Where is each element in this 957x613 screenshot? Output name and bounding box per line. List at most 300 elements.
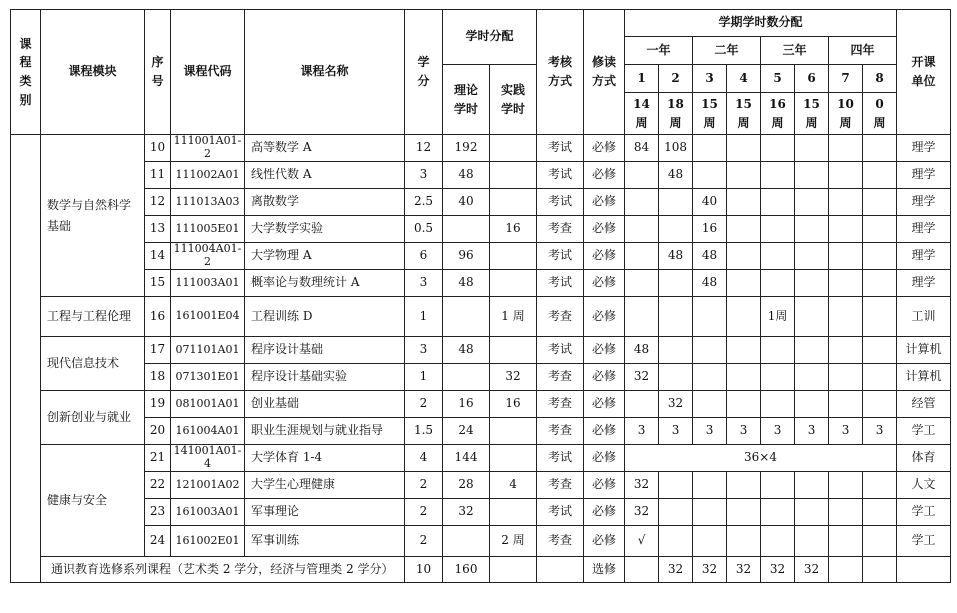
course-name-cell: 工程训练 D (245, 297, 405, 337)
dept-cell: 理学 (897, 135, 951, 162)
term-8-cell (863, 216, 897, 243)
term-3-cell: 32 (693, 557, 727, 583)
seq-cell: 18 (145, 364, 171, 391)
credit-cell: 1 (405, 297, 443, 337)
credit-cell: 12 (405, 135, 443, 162)
table-row (11, 135, 951, 162)
term-5-cell (761, 270, 795, 297)
course-name-cell: 离散数学 (245, 189, 405, 216)
practice-hours-cell (490, 189, 537, 216)
term-2-cell (659, 270, 693, 297)
elective-courses-name: 通识教育选修系列课程（艺术类 2 学分，经济与管理类 2 学分） (41, 557, 405, 583)
course-type-cell: 必修 (584, 216, 625, 243)
header-type: 修读 方式 (584, 10, 625, 135)
dept-cell: 计算机 (897, 364, 951, 391)
term-5-cell (761, 472, 795, 499)
table-row (11, 297, 951, 337)
term-2-cell (659, 364, 693, 391)
term-4-cell (727, 499, 761, 526)
theory-hours-cell: 28 (443, 472, 490, 499)
term-6-cell (795, 216, 829, 243)
practice-hours-cell: 1 周 (490, 297, 537, 337)
term-2-cell (659, 189, 693, 216)
course-name-cell: 高等数学 A (245, 135, 405, 162)
table-row-footer (11, 557, 951, 583)
header-year-4: 四年 (829, 37, 897, 65)
theory-hours-cell: 16 (443, 391, 490, 418)
code-cell: 111005E01 (171, 216, 245, 243)
header-week-2: 18 周 (659, 93, 693, 135)
curriculum-table (10, 9, 951, 583)
term-7-cell (829, 270, 863, 297)
term-3-cell: 48 (693, 243, 727, 270)
term-7-cell (829, 364, 863, 391)
seq-cell: 22 (145, 472, 171, 499)
credit-cell: 10 (405, 557, 443, 583)
module-health: 健康与安全 (41, 445, 145, 557)
term-4-cell: 3 (727, 418, 761, 445)
table-row (11, 189, 951, 216)
practice-hours-cell (490, 337, 537, 364)
term-8-cell (863, 270, 897, 297)
dept-cell: 体育 (897, 445, 951, 472)
term-5-cell: 32 (761, 557, 795, 583)
exam-method-cell: 考查 (537, 216, 584, 243)
code-cell: 071301E01 (171, 364, 245, 391)
exam-method-cell: 考查 (537, 391, 584, 418)
term-3-cell: 48 (693, 270, 727, 297)
exam-method-cell: 考查 (537, 472, 584, 499)
course-type-cell: 必修 (584, 445, 625, 472)
seq-cell: 14 (145, 243, 171, 270)
table-row (11, 472, 951, 499)
seq-cell: 10 (145, 135, 171, 162)
dept-cell: 学工 (897, 526, 951, 557)
term-8-cell (863, 135, 897, 162)
term-1-cell (625, 162, 659, 189)
term-3-cell (693, 337, 727, 364)
exam-method-cell: 考试 (537, 270, 584, 297)
term-6-cell (795, 135, 829, 162)
header-year-1: 一年 (625, 37, 693, 65)
theory-hours-cell: 96 (443, 243, 490, 270)
seq-cell: 24 (145, 526, 171, 557)
exam-method-cell (537, 557, 584, 583)
term-2-cell (659, 337, 693, 364)
theory-hours-cell (443, 364, 490, 391)
term-5-cell (761, 337, 795, 364)
practice-hours-cell (490, 270, 537, 297)
term-7-cell (829, 162, 863, 189)
practice-hours-cell: 2 周 (490, 526, 537, 557)
term-4-cell (727, 162, 761, 189)
theory-hours-cell (443, 297, 490, 337)
seq-cell: 11 (145, 162, 171, 189)
term-6-cell: 3 (795, 418, 829, 445)
seq-cell: 13 (145, 216, 171, 243)
course-name-cell: 职业生涯规划与就业指导 (245, 418, 405, 445)
course-name-cell: 大学体育 1-4 (245, 445, 405, 472)
header-term-3: 3 (693, 65, 727, 93)
code-cell: 141001A01-4 (171, 445, 245, 472)
theory-hours-cell: 48 (443, 337, 490, 364)
credit-cell: 2.5 (405, 189, 443, 216)
credit-cell: 2 (405, 526, 443, 557)
practice-hours-cell (490, 135, 537, 162)
term-4-cell (727, 189, 761, 216)
practice-hours-cell (490, 418, 537, 445)
code-cell: 071101A01 (171, 337, 245, 364)
term-8-cell (863, 526, 897, 557)
header-term-8: 8 (863, 65, 897, 93)
term-2-cell (659, 499, 693, 526)
table-row (11, 418, 951, 445)
header-year-3: 三年 (761, 37, 829, 65)
term-8-cell (863, 243, 897, 270)
course-type-cell: 选修 (584, 557, 625, 583)
term-3-cell: 40 (693, 189, 727, 216)
course-type-cell: 必修 (584, 364, 625, 391)
course-type-cell: 必修 (584, 189, 625, 216)
exam-method-cell: 考试 (537, 499, 584, 526)
header-code: 课程代码 (171, 10, 245, 135)
term-1-cell: 32 (625, 364, 659, 391)
header-week-1: 14 周 (625, 93, 659, 135)
term-2-cell: 32 (659, 557, 693, 583)
term-4-cell (727, 472, 761, 499)
seq-cell: 15 (145, 270, 171, 297)
seq-cell: 16 (145, 297, 171, 337)
term-3-cell (693, 391, 727, 418)
credit-cell: 2 (405, 499, 443, 526)
credit-cell: 4 (405, 445, 443, 472)
term-1-cell (625, 189, 659, 216)
term-4-cell (727, 364, 761, 391)
exam-method-cell: 考试 (537, 189, 584, 216)
header-week-3: 15 周 (693, 93, 727, 135)
term-5-cell (761, 391, 795, 418)
code-cell: 111013A03 (171, 189, 245, 216)
code-cell: 161003A01 (171, 499, 245, 526)
header-exam: 考核 方式 (537, 10, 584, 135)
course-name-cell: 军事训练 (245, 526, 405, 557)
theory-hours-cell: 160 (443, 557, 490, 583)
dept-cell: 理学 (897, 189, 951, 216)
header-week-8: 0 周 (863, 93, 897, 135)
course-name-cell: 程序设计基础 (245, 337, 405, 364)
code-cell: 111001A01-2 (171, 135, 245, 162)
term-4-cell: 32 (727, 557, 761, 583)
term-1-cell: 84 (625, 135, 659, 162)
table-row (11, 445, 951, 472)
dept-cell: 人文 (897, 472, 951, 499)
term-1-cell: √ (625, 526, 659, 557)
term-4-cell (727, 337, 761, 364)
term-3-cell (693, 297, 727, 337)
table-row (11, 243, 951, 270)
term-8-cell (863, 499, 897, 526)
term-2-cell (659, 216, 693, 243)
course-type-cell: 必修 (584, 337, 625, 364)
theory-hours-cell: 40 (443, 189, 490, 216)
header-dept: 开课 单位 (897, 10, 951, 135)
term-6-cell (795, 526, 829, 557)
term-6-cell (795, 472, 829, 499)
table-row (11, 364, 951, 391)
header-term-6: 6 (795, 65, 829, 93)
course-name-cell: 大学生心理健康 (245, 472, 405, 499)
credit-cell: 2 (405, 472, 443, 499)
term-6-cell (795, 270, 829, 297)
term-5-cell (761, 499, 795, 526)
term-7-cell (829, 472, 863, 499)
module-math: 数学与自然科学 基础 (41, 135, 145, 297)
credit-cell: 1 (405, 364, 443, 391)
course-name-cell: 军事理论 (245, 499, 405, 526)
course-name-cell: 大学数学实验 (245, 216, 405, 243)
course-type-cell: 必修 (584, 499, 625, 526)
header-week-6: 15 周 (795, 93, 829, 135)
term-3-cell (693, 162, 727, 189)
course-name-cell: 线性代数 A (245, 162, 405, 189)
table-row (11, 391, 951, 418)
term-7-cell: 3 (829, 418, 863, 445)
exam-method-cell: 考试 (537, 445, 584, 472)
seq-cell: 20 (145, 418, 171, 445)
dept-cell: 理学 (897, 162, 951, 189)
course-type-cell: 必修 (584, 472, 625, 499)
dept-cell: 学工 (897, 499, 951, 526)
term-1-cell: 32 (625, 472, 659, 499)
seq-cell: 21 (145, 445, 171, 472)
header-practice: 实践 学时 (490, 65, 537, 135)
course-type-cell: 必修 (584, 418, 625, 445)
term-1-cell: 3 (625, 418, 659, 445)
term-2-cell: 108 (659, 135, 693, 162)
code-cell: 121001A02 (171, 472, 245, 499)
course-type-cell: 必修 (584, 270, 625, 297)
term-5-cell (761, 162, 795, 189)
seq-cell: 12 (145, 189, 171, 216)
term-7-cell (829, 189, 863, 216)
credit-cell: 3 (405, 270, 443, 297)
practice-hours-cell (490, 162, 537, 189)
header-theory: 理论 学时 (443, 65, 490, 135)
header-name: 课程名称 (245, 10, 405, 135)
exam-method-cell: 考查 (537, 526, 584, 557)
credit-cell: 2 (405, 391, 443, 418)
term-8-cell (863, 364, 897, 391)
header-term-4: 4 (727, 65, 761, 93)
header-year-2: 二年 (693, 37, 761, 65)
term-6-cell (795, 337, 829, 364)
header-week-5: 16 周 (761, 93, 795, 135)
credit-cell: 0.5 (405, 216, 443, 243)
term-8-cell (863, 337, 897, 364)
term-2-cell: 48 (659, 162, 693, 189)
table-row (11, 162, 951, 189)
theory-hours-cell (443, 216, 490, 243)
header-hours-alloc: 学时分配 (443, 10, 537, 65)
term-4-cell (727, 216, 761, 243)
category-cell (11, 135, 41, 583)
theory-hours-cell: 192 (443, 135, 490, 162)
theory-hours-cell: 24 (443, 418, 490, 445)
term-7-cell (829, 391, 863, 418)
term-2-cell (659, 526, 693, 557)
term-span-cell: 36×4 (625, 445, 897, 472)
course-type-cell: 必修 (584, 135, 625, 162)
seq-cell: 19 (145, 391, 171, 418)
term-4-cell (727, 391, 761, 418)
term-7-cell (829, 297, 863, 337)
dept-cell (897, 557, 951, 583)
practice-hours-cell: 16 (490, 216, 537, 243)
table-row (11, 270, 951, 297)
practice-hours-cell: 4 (490, 472, 537, 499)
header-week-7: 10 周 (829, 93, 863, 135)
code-cell: 081001A01 (171, 391, 245, 418)
term-1-cell (625, 557, 659, 583)
exam-method-cell: 考试 (537, 162, 584, 189)
term-6-cell (795, 189, 829, 216)
term-5-cell (761, 526, 795, 557)
header-seq: 序 号 (145, 10, 171, 135)
term-5-cell (761, 135, 795, 162)
term-6-cell (795, 297, 829, 337)
term-5-cell (761, 189, 795, 216)
term-1-cell (625, 297, 659, 337)
header-term-7: 7 (829, 65, 863, 93)
course-name-cell: 创业基础 (245, 391, 405, 418)
term-3-cell (693, 364, 727, 391)
table-row (11, 216, 951, 243)
term-2-cell: 3 (659, 418, 693, 445)
course-name-cell: 程序设计基础实验 (245, 364, 405, 391)
term-7-cell (829, 243, 863, 270)
course-type-cell: 必修 (584, 243, 625, 270)
code-cell: 111003A01 (171, 270, 245, 297)
term-4-cell (727, 135, 761, 162)
seq-cell: 23 (145, 499, 171, 526)
exam-method-cell: 考查 (537, 297, 584, 337)
practice-hours-cell (490, 445, 537, 472)
course-name-cell: 概率论与数理统计 A (245, 270, 405, 297)
term-5-cell: 1周 (761, 297, 795, 337)
credit-cell: 1.5 (405, 418, 443, 445)
exam-method-cell: 考查 (537, 418, 584, 445)
term-5-cell: 3 (761, 418, 795, 445)
theory-hours-cell: 32 (443, 499, 490, 526)
term-8-cell (863, 297, 897, 337)
term-4-cell (727, 297, 761, 337)
module-innov: 创新创业与就业 (41, 391, 145, 445)
practice-hours-cell (490, 557, 537, 583)
practice-hours-cell (490, 499, 537, 526)
credit-cell: 3 (405, 162, 443, 189)
dept-cell: 计算机 (897, 337, 951, 364)
term-8-cell (863, 472, 897, 499)
theory-hours-cell: 48 (443, 162, 490, 189)
term-1-cell (625, 216, 659, 243)
code-cell: 111002A01 (171, 162, 245, 189)
term-3-cell (693, 135, 727, 162)
term-8-cell (863, 189, 897, 216)
credit-cell: 6 (405, 243, 443, 270)
exam-method-cell: 考试 (537, 135, 584, 162)
dept-cell: 经管 (897, 391, 951, 418)
practice-hours-cell: 32 (490, 364, 537, 391)
term-7-cell (829, 526, 863, 557)
module-it: 现代信息技术 (41, 337, 145, 391)
term-6-cell (795, 162, 829, 189)
header-term-2: 2 (659, 65, 693, 93)
term-1-cell (625, 270, 659, 297)
header-week-4: 15 周 (727, 93, 761, 135)
term-5-cell (761, 216, 795, 243)
term-6-cell: 32 (795, 557, 829, 583)
course-type-cell: 必修 (584, 297, 625, 337)
header-category: 课 程 类 别 (11, 10, 41, 135)
dept-cell: 理学 (897, 270, 951, 297)
term-5-cell (761, 364, 795, 391)
term-4-cell (727, 526, 761, 557)
term-6-cell (795, 499, 829, 526)
term-7-cell (829, 337, 863, 364)
theory-hours-cell (443, 526, 490, 557)
term-3-cell (693, 499, 727, 526)
header-term-dist: 学期学时数分配 (625, 10, 897, 37)
term-1-cell: 48 (625, 337, 659, 364)
code-cell: 161001E04 (171, 297, 245, 337)
credit-cell: 3 (405, 337, 443, 364)
header-module: 课程模块 (41, 10, 145, 135)
seq-cell: 17 (145, 337, 171, 364)
term-8-cell: 3 (863, 418, 897, 445)
practice-hours-cell (490, 243, 537, 270)
term-3-cell: 16 (693, 216, 727, 243)
course-type-cell: 必修 (584, 526, 625, 557)
exam-method-cell: 考查 (537, 364, 584, 391)
term-7-cell (829, 557, 863, 583)
term-2-cell (659, 472, 693, 499)
theory-hours-cell: 144 (443, 445, 490, 472)
term-6-cell (795, 391, 829, 418)
course-name-cell: 大学物理 A (245, 243, 405, 270)
code-cell: 161004A01 (171, 418, 245, 445)
dept-cell: 工训 (897, 297, 951, 337)
code-cell: 161002E01 (171, 526, 245, 557)
term-7-cell (829, 499, 863, 526)
term-2-cell: 32 (659, 391, 693, 418)
term-4-cell (727, 243, 761, 270)
term-8-cell (863, 557, 897, 583)
term-1-cell: 32 (625, 499, 659, 526)
term-4-cell (727, 270, 761, 297)
term-3-cell (693, 472, 727, 499)
header-term-5: 5 (761, 65, 795, 93)
term-2-cell: 48 (659, 243, 693, 270)
term-5-cell (761, 243, 795, 270)
term-7-cell (829, 135, 863, 162)
table-row (11, 526, 951, 557)
exam-method-cell: 考试 (537, 337, 584, 364)
term-3-cell: 3 (693, 418, 727, 445)
code-cell: 111004A01-2 (171, 243, 245, 270)
dept-cell: 理学 (897, 243, 951, 270)
dept-cell: 学工 (897, 418, 951, 445)
term-3-cell (693, 526, 727, 557)
